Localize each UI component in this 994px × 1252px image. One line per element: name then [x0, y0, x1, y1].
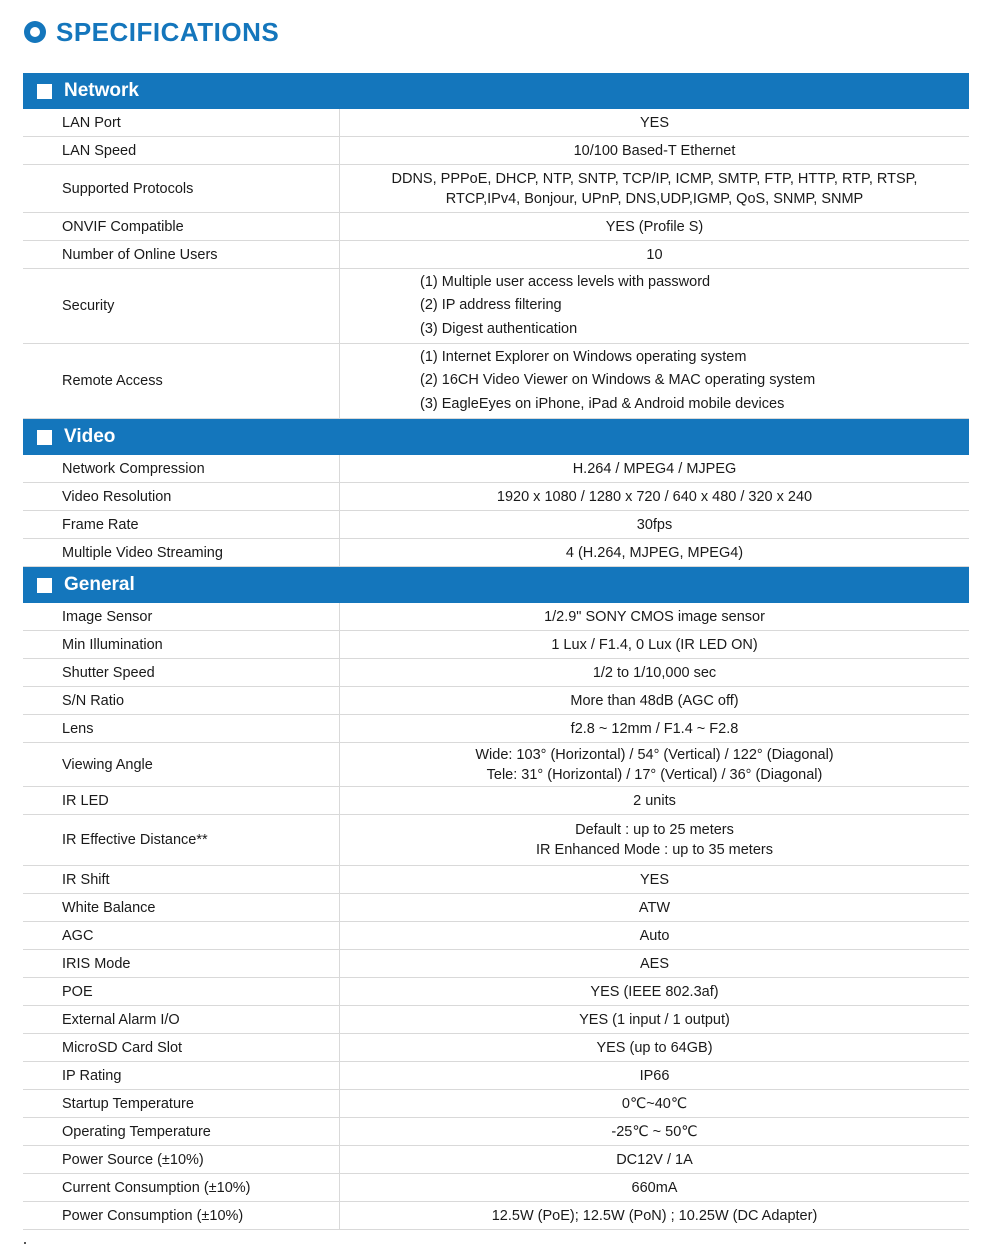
spec-value [340, 1006, 969, 1033]
spec-value [340, 1034, 969, 1061]
spec-value [340, 539, 969, 566]
spec-value-line: (1) Internet Explorer on Windows operating system [420, 348, 747, 365]
spec-value [340, 1062, 969, 1089]
spec-label: Power Source (±10%) [23, 1146, 340, 1173]
section-title: General [64, 574, 135, 595]
table-row [23, 511, 969, 539]
spec-value [340, 137, 969, 164]
table-row [23, 1062, 969, 1090]
spec-value [340, 1202, 969, 1229]
spec-value [340, 1090, 969, 1117]
spec-value [340, 815, 969, 865]
spec-value-line: Tele: 31° (Horizontal) / 17° (Vertical) / 36° (Diagonal) [486, 766, 823, 783]
table-row [23, 950, 969, 978]
spec-label: AGC [23, 922, 340, 949]
spec-label: IR LED [23, 787, 340, 814]
spec-label: LAN Speed [23, 137, 340, 164]
square-bullet-icon [37, 84, 52, 99]
table-row [23, 715, 969, 743]
spec-value-line: (3) Digest authentication [420, 320, 578, 337]
spec-value [340, 483, 969, 510]
spec-value-line: 4 (H.264, MJPEG, MPEG4) [565, 544, 744, 561]
spec-value-line: 1/2.9" SONY CMOS image sensor [544, 608, 765, 625]
page-title: SPECIFICATIONS [56, 16, 280, 47]
spec-label: MicroSD Card Slot [23, 1034, 340, 1061]
spec-value-line: 10/100 Based-T Ethernet [573, 142, 736, 159]
spec-value-line: 10 [646, 246, 663, 263]
spec-label: Shutter Speed [23, 659, 340, 686]
spec-value-line: 2 units [633, 792, 676, 809]
table-row [23, 241, 969, 269]
spec-label: Security [23, 269, 340, 343]
spec-value-line: RTCP,IPv4, Bonjour, UPnP, DNS,UDP,IGMP, QoS, SNMP, SNMP [445, 190, 864, 207]
table-row [23, 978, 969, 1006]
spec-label: Network Compression [23, 455, 340, 482]
section-header-general [23, 567, 969, 603]
spec-label: ONVIF Compatible [23, 213, 340, 240]
spec-value-line: YES (up to 64GB) [596, 1039, 713, 1056]
spec-value-line: Default : up to 25 meters [575, 822, 734, 838]
table-row [23, 137, 969, 165]
spec-value-line: YES (IEEE 802.3af) [590, 983, 719, 1000]
table-row [23, 165, 969, 213]
spec-value-line: 660mA [631, 1179, 678, 1196]
spec-label: Image Sensor [23, 603, 340, 630]
spec-label: S/N Ratio [23, 687, 340, 714]
specifications-table [23, 73, 969, 1230]
table-row [23, 1174, 969, 1202]
spec-label: IR Shift [23, 866, 340, 893]
table-row [23, 483, 969, 511]
spec-value [340, 866, 969, 893]
spec-label: POE [23, 978, 340, 1005]
spec-value-line: Auto [639, 927, 670, 944]
spec-label: Lens [23, 715, 340, 742]
spec-value-line: YES (Profile S) [605, 218, 704, 235]
spec-value-line: (2) 16CH Video Viewer on Windows & MAC operating system [420, 372, 816, 389]
spec-value [340, 241, 969, 268]
table-row [23, 1118, 969, 1146]
spec-value [340, 659, 969, 686]
spec-value-line: 1/2 to 1/10,000 sec [592, 664, 717, 681]
spec-label: Remote Access [23, 344, 340, 418]
spec-value-line: More than 48dB (AGC off) [570, 692, 739, 709]
section-title: Video [64, 426, 116, 447]
spec-label: Number of Online Users [23, 241, 340, 268]
table-row [23, 455, 969, 483]
spec-label: Min Illumination [23, 631, 340, 658]
table-row [23, 213, 969, 241]
spec-value-line: 1920 x 1080 / 1280 x 720 / 640 x 480 / 320 x 240 [496, 488, 813, 505]
table-row [23, 743, 969, 787]
table-row [23, 922, 969, 950]
spec-label: Power Consumption (±10%) [23, 1202, 340, 1229]
spec-label: Frame Rate [23, 511, 340, 538]
table-row [23, 1090, 969, 1118]
table-row [23, 787, 969, 815]
table-row [23, 1034, 969, 1062]
spec-value [340, 1146, 969, 1173]
spec-label: White Balance [23, 894, 340, 921]
spec-value-line: f2.8 ~ 12mm / F1.4 ~ F2.8 [570, 720, 739, 737]
spec-value [340, 922, 969, 949]
spec-value-line: YES [639, 871, 669, 888]
spec-value-line: DDNS, PPPoE, DHCP, NTP, SNTP, TCP/IP, ICMP, SMTP, FTP, HTTP, RTP, RTSP, [391, 170, 918, 187]
spec-value-line: 0℃~40℃ [621, 1095, 688, 1112]
spec-label: Startup Temperature [23, 1090, 340, 1117]
table-row [23, 109, 969, 137]
spec-value [340, 1174, 969, 1201]
table-row [23, 1146, 969, 1174]
spec-value-line: IP66 [639, 1067, 670, 1084]
spec-label: LAN Port [23, 109, 340, 136]
spec-label: IR Effective Distance** [23, 815, 340, 865]
spec-value-line: 12.5W (PoE); 12.5W (PoN) ; 10.25W (DC Adapter) [491, 1207, 818, 1224]
spec-label: Current Consumption (±10%) [23, 1174, 340, 1201]
table-row [23, 659, 969, 687]
section-header-network [23, 73, 969, 109]
spec-label: IRIS Mode [23, 950, 340, 977]
spec-value-line: (2) IP address filtering [420, 297, 562, 314]
spec-value [340, 269, 969, 343]
table-row [23, 539, 969, 567]
table-row [23, 344, 969, 419]
section-title: Network [64, 80, 139, 101]
spec-value-line: (3) EagleEyes on iPhone, iPad & Android mobile devices [420, 395, 785, 412]
table-row [23, 894, 969, 922]
spec-label: Operating Temperature [23, 1118, 340, 1145]
table-row [23, 1006, 969, 1034]
table-row [23, 1202, 969, 1230]
spec-value-line: 30fps [636, 516, 673, 533]
section-header-video [23, 419, 969, 455]
table-row [23, 631, 969, 659]
spec-label: Supported Protocols [23, 165, 340, 212]
spec-value-line: Wide: 103° (Horizontal) / 54° (Vertical) / 122° (Diagonal) [475, 746, 834, 763]
spec-value [340, 978, 969, 1005]
spec-label: IP Rating [23, 1062, 340, 1089]
table-row [23, 815, 969, 866]
spec-value [340, 687, 969, 714]
spec-value [340, 344, 969, 418]
table-row [23, 269, 969, 344]
square-bullet-icon [37, 430, 52, 445]
spec-value-line: 1 Lux / F1.4, 0 Lux (IR LED ON) [551, 636, 758, 653]
spec-value-line: YES [639, 114, 669, 131]
spec-value [340, 603, 969, 630]
spec-label: Video Resolution [23, 483, 340, 510]
spec-value [340, 109, 969, 136]
circle-bullet-icon [24, 21, 46, 43]
spec-value-line: ATW [638, 899, 671, 916]
spec-value [340, 165, 969, 212]
spec-value-line: AES [639, 955, 669, 972]
spec-value [340, 894, 969, 921]
table-row [23, 603, 969, 631]
spec-label: Viewing Angle [23, 743, 340, 786]
spec-value-line: (1) Multiple user access levels with password [420, 273, 711, 290]
spec-value [340, 950, 969, 977]
spec-value [340, 715, 969, 742]
spec-label: Multiple Video Streaming [23, 539, 340, 566]
spec-value [340, 511, 969, 538]
square-bullet-icon [37, 578, 52, 593]
stray-dot [24, 1242, 26, 1244]
spec-label: External Alarm I/O [23, 1006, 340, 1033]
spec-value [340, 631, 969, 658]
table-row [23, 687, 969, 715]
spec-value-line: YES (1 input / 1 output) [579, 1011, 730, 1028]
spec-value [340, 455, 969, 482]
page-header [24, 14, 279, 50]
spec-value [340, 213, 969, 240]
spec-value [340, 743, 969, 786]
spec-value-line: DC12V / 1A [616, 1151, 693, 1168]
spec-value-line: -25℃ ~ 50℃ [611, 1123, 698, 1140]
spec-value-line: IR Enhanced Mode : up to 35 meters [536, 842, 773, 858]
table-row [23, 866, 969, 894]
spec-value [340, 1118, 969, 1145]
spec-value-line: H.264 / MPEG4 / MJPEG [572, 460, 737, 477]
spec-value [340, 787, 969, 814]
